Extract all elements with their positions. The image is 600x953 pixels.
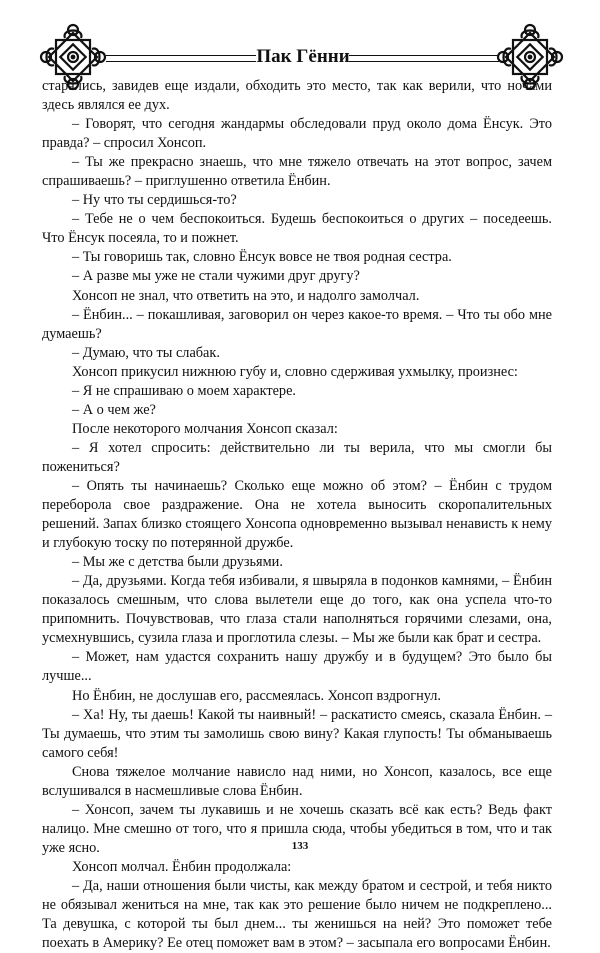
paragraph: – Да, наши отношения были чисты, как между братом и сестрой, и тебя никто не обязывал жениться на мне, так как это решение было ничем не подкреплено... Та девушка, с которой ты был днем... ты женишься на ней? Это поможет тебе поехать в Америку? Ее отец поможет вам в этом? – засыпала его вопросами Ёнбин. — [42, 877, 552, 952]
paragraph: – Говорят, что сегодня жандармы обследовали пруд около дома Ёнсук. Это правда? – спросил Хонсоп. — [42, 116, 552, 152]
paragraph: – Ты же прекрасно знаешь, что мне тяжело отвечать на этот вопрос, зачем спрашиваешь? – приглушенно ответила Ёнбин. — [42, 154, 552, 190]
paragraph: – Да, друзьями. Когда тебя избивали, я швыряла в подонков камнями, – Ёнбин показалось смешным, что слова вылетели еще до того, как она успела что-то припомнить. Почувствовав, что глаза стали наполняться горячими слезами, она, усмехнувшись, сузила глаза и проглотила слезы. – Мы же были как брат и сестра. — [42, 573, 552, 647]
paragraph: Хонсоп прикусил нижнюю губу и, словно сдерживая ухмылку, произнес: — [72, 363, 518, 380]
paragraph: – Мы же с детства были друзьями. — [72, 554, 283, 571]
body-text — [42, 77, 552, 953]
paragraph: – Я не спрашиваю о моем характере. — [72, 382, 296, 399]
paragraph: – Хонсоп, зачем ты лукавишь и не хочешь сказать всё как есть? Ведь факт налицо. Мне смешно от того, что я пришла сюда, чтобы убедиться в том, что и так уже ясно. — [42, 801, 552, 856]
paragraph: Хонсоп не знал, что ответить на это, и надолго замолчал. — [72, 287, 420, 304]
paragraph: – Может, нам удастся сохранить нашу дружбу и в будущем? Это было бы лучше... — [42, 649, 552, 685]
page-number: 133 — [291, 840, 309, 852]
paragraph: – Опять ты начинаешь? Сколько еще можно об этом? – Ёнбин с трудом переборола свое раздражение. Она не хотела выносить скоропалительных решений. Запах близко стоящего Хонсопа одновременно вызывал ненависть к нему и глубокую тоску по потерянной дружбе. — [42, 477, 552, 552]
paragraph: – Думаю, что ты слабак. — [72, 344, 220, 361]
paragraph: После некоторого молчания Хонсоп сказал: — [72, 420, 338, 437]
paragraph: – Ха! Ну, ты даешь! Какой ты наивный! – раскатисто смеясь, сказала Ёнбин. – Ты думаешь, что этим ты замолишь свою вину? Какая глупость! Ты обманываешь самого себя! — [42, 706, 552, 761]
header-rule-right — [349, 55, 499, 62]
paragraph: – А разве мы уже не стали чужими друг другу? — [72, 268, 360, 285]
paragraph: – Ты говоришь так, словно Ёнсук вовсе не твоя родная сестра. — [72, 249, 452, 266]
paragraph: – Тебе не о чем беспокоиться. Будешь беспокоиться о других – поседеешь. Что Ёнсук посеяла, то и пожнет. — [42, 211, 552, 247]
paragraph: – Я хотел спросить: действительно ли ты верила, что мы смогли бы пожениться? — [42, 439, 552, 475]
paragraph: Хонсоп молчал. Ёнбин продолжала: — [72, 858, 292, 875]
running-title: Пак Гённи — [256, 46, 350, 67]
paragraph: – А о чем же? — [72, 401, 156, 418]
paragraph: старались, завидев еще издали, обходить это место, так как верили, что ночами здесь являлся ее дух. — [42, 78, 552, 114]
paragraph: Снова тяжелое молчание нависло над ними, но Хонсоп, казалось, все еще вслушивался в насмешливые слова Ёнбин. — [42, 763, 552, 799]
paragraph: Но Ёнбин, не дослушав его, рассмеялась. Хонсоп вздрогнул. — [72, 687, 442, 704]
paragraph: – Ёнбин... – покашливая, заговорил он через какое-то время. – Что ты обо мне думаешь? — [42, 306, 552, 342]
header-rule-left — [106, 55, 256, 62]
paragraph: – Ну что ты сердишься-то? — [72, 192, 237, 209]
